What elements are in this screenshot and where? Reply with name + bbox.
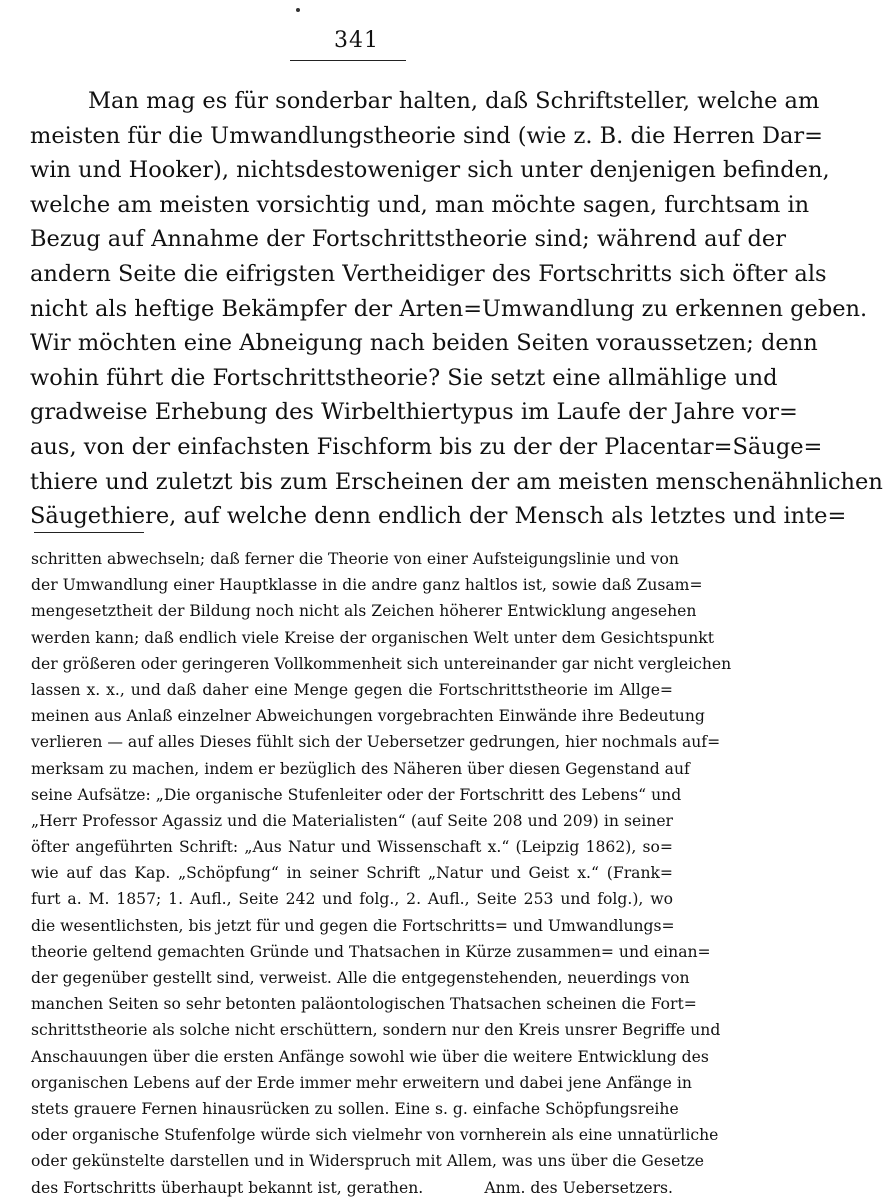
main-text-line: welche am meisten vorsichtig und, man möchte sagen, furchtsam in [30,191,810,218]
main-text-line: Wir möchten eine Abneigung nach beiden Seiten voraussetzen; denn [30,330,818,357]
translator-note-signature: Anm. des Uebersetzers. [484,1178,673,1197]
footnote-line: der gegenüber gestellt sind, verweist. Alle die entgegenstehenden, neuerdings von [31,969,690,987]
footnote-block [31,546,732,1201]
main-text-line: Man mag es für sonderbar halten, daß Schriftsteller, welche am [88,88,820,114]
footnote-line: oder organische Stufenfolge würde sich vielmehr von vornherein als eine unnatürliche [31,1126,719,1145]
footnote-separator-rule [34,532,144,533]
main-text-line: wohin führt die Fortschrittstheorie? Sie setzt eine allmählige und [30,364,778,391]
footnote-line: furt a. M. 1857; 1. Aufl., Seite 242 und folg., 2. Aufl., Seite 253 und folg.), wo [31,890,673,909]
main-text-line: Bezug auf Annahme der Fortschrittstheorie sind; während auf der [30,226,786,253]
main-text-block [30,84,883,534]
main-text-line: gradweise Erhebung des Wirbelthiertypus im Laufe der Jahre vor= [30,399,798,426]
footnote-line: Anschauungen über die ersten Anfänge sowohl wie über die weitere Entwicklung des [31,1047,709,1066]
main-text-line: meisten für die Umwandlungstheorie sind (wie z. B. die Herren Dar= [30,122,824,149]
main-text-line: aus, von der einfachsten Fischform bis zu der der Placentar=Säuge= [30,433,823,460]
footnote-final-row [31,1175,673,1201]
footnote-line: merksam zu machen, indem er bezüglich des Näheren über diesen Gegenstand auf [31,759,690,778]
footnote-line: „Herr Professor Agassiz und die Materialisten“ (auf Seite 208 und 209) in seiner [31,811,673,830]
footnote-line: der größeren oder geringeren Vollkommenheit sich untereinander gar nicht vergleichen [31,654,732,673]
footnote-line: meinen aus Anlaß einzelner Abweichungen vorgebrachten Einwände ihre Bedeutung [31,707,705,726]
footnote-line: werden kann; daß endlich viele Kreise der organischen Welt unter dem Gesichtspunkt [31,628,715,647]
footnote-line: organischen Lebens auf der Erde immer mehr erweitern und dabei jene Anfänge in [31,1073,692,1092]
main-text-line: andern Seite die eifrigsten Vertheidiger des Fortschritts sich öfter als [30,260,827,287]
footnote-line: manchen Seiten so sehr betonten paläontologischen Thatsachen scheinen die Fort= [31,995,697,1014]
footnote-line: seine Aufsätze: „Die organische Stufenleiter oder der Fortschritt des Lebens“ und [31,785,682,804]
header-rule [290,60,406,61]
page-number: 341 [334,28,379,53]
footnote-line: verlieren — auf alles Dieses fühlt sich der Uebersetzer gedrungen, hier nochmals auf= [31,733,721,752]
footnote-line: stets grauere Fernen hinausrücken zu sollen. Eine s. g. einfache Schöpfungsreihe [31,1099,679,1118]
footnote-line: schrittstheorie als solche nicht erschüttern, sondern nur den Kreis unsrer Begriffe und [31,1021,721,1040]
footnote-line: theorie geltend gemachten Gründe und Thatsachen in Kürze zusammen= und einan= [31,942,711,961]
footnote-line: oder gekünstelte darstellen und in Widerspruch mit Allem, was uns über die Gesetze [31,1152,705,1171]
footnote-line: die wesentlichsten, bis jetzt für und gegen die Fortschritts= und Umwandlungs= [31,916,675,935]
main-text-line: thiere und zuletzt bis zum Erscheinen der am meisten menschenähnlichen [30,468,883,495]
footnote-line: mengesetztheit der Bildung noch nicht als Zeichen höherer Entwicklung angesehen [31,602,697,621]
footnote-last-line: des Fortschritts überhaupt bekannt ist, gerathen. [31,1178,424,1197]
footnote-line: schritten abwechseln; daß ferner die Theorie von einer Aufsteigungslinie und von [31,550,679,568]
print-speck [296,8,300,12]
footnote-line: öfter angeführten Schrift: „Aus Natur und Wissenschaft x.“ (Leipzig 1862), so= [31,838,673,857]
footnote-line: wie auf das Kap. „Schöpfung“ in seiner Schrift „Natur und Geist x.“ (Frank= [31,864,673,883]
main-text-line: nicht als heftige Bekämpfer der Arten=Umwandlung zu erkennen geben. [30,295,868,322]
main-text-line: win und Hooker), nichtsdestoweniger sich unter denjenigen befinden, [30,157,830,184]
main-text-line: Säugethiere, auf welche denn endlich der Mensch als letztes und inte= [30,503,847,530]
footnote-line: lassen x. x., und daß daher eine Menge gegen die Fortschrittstheorie im Allge= [31,680,673,699]
footnote-line: der Umwandlung einer Hauptklasse in die andre ganz haltlos ist, sowie daß Zusam= [31,576,703,595]
